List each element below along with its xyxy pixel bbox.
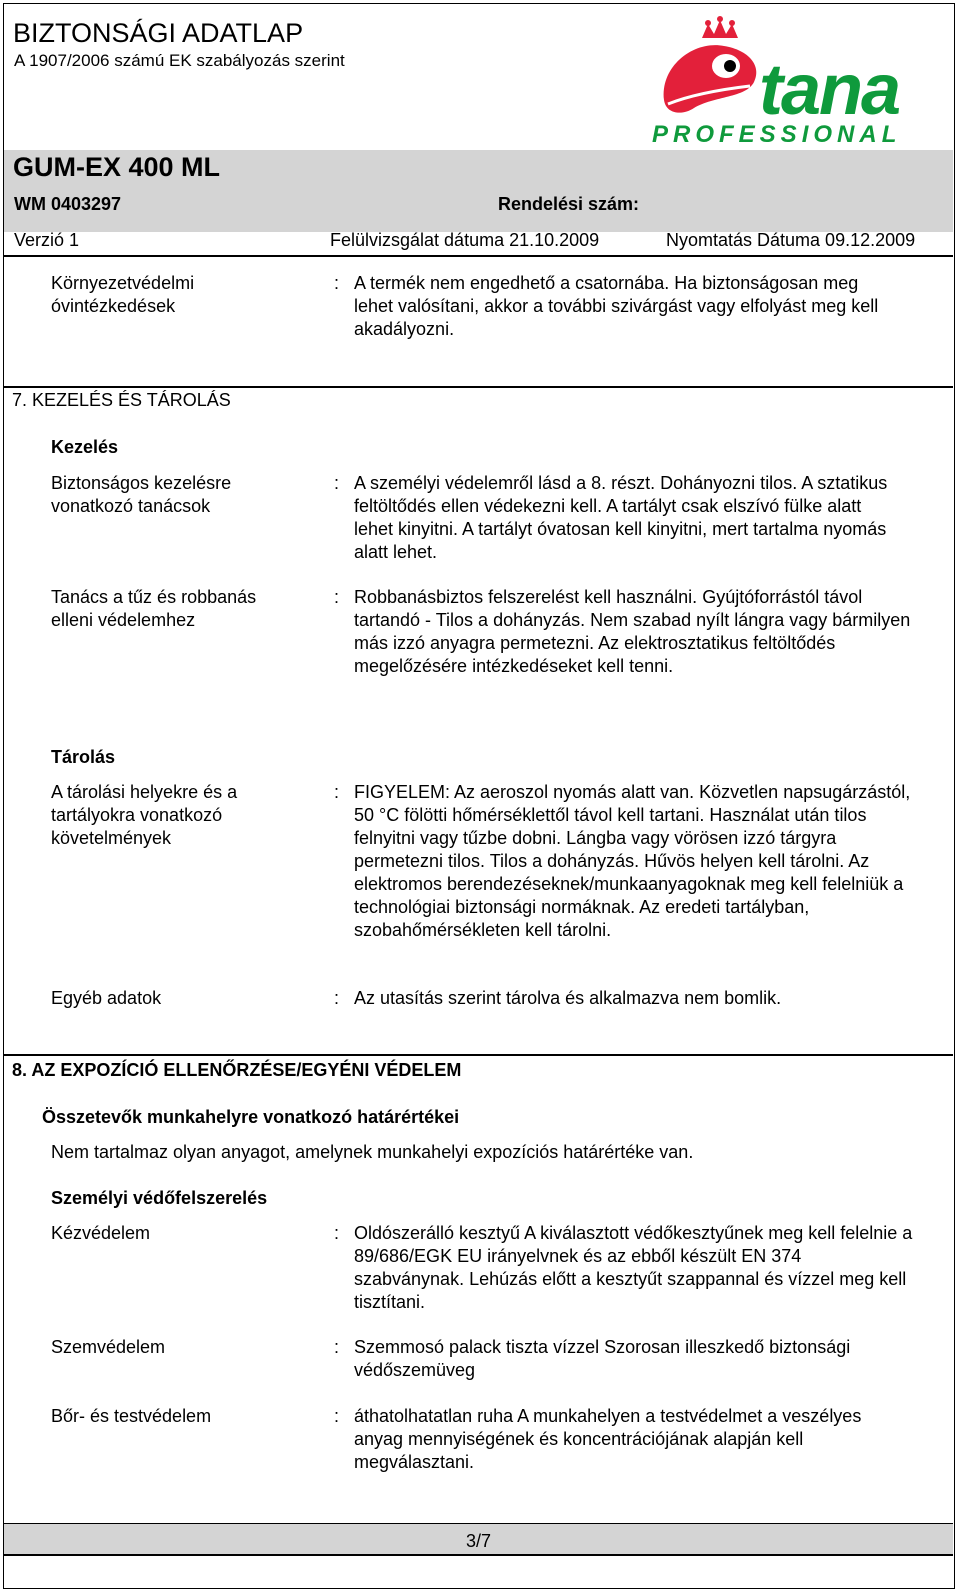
section7-title: 7. KEZELÉS ÉS TÁROLÁS: [12, 390, 231, 410]
storage-requirements-colon: :: [334, 782, 340, 802]
hand-protection-label: Kézvédelem: [51, 1223, 151, 1243]
env-label: Környezetvédelmi óvintézkedések: [51, 273, 195, 316]
print-date: Nyomtatás Dátuma 09.12.2009: [666, 230, 916, 250]
ppe-title: Személyi védőfelszerelés: [51, 1188, 268, 1208]
env-text: A termék nem engedhető a csatornába. Ha biztonságosan meg lehet valósítani, akkor a további szivárgást vagy elfolyást meg kell akadályozni.: [354, 273, 879, 339]
section8-divider: [4, 1054, 953, 1056]
eye-protection-text: Szemmosó palack tiszta vízzel Szorosan illeszkedő biztonsági védőszemüveg: [354, 1337, 851, 1380]
handling-title: Kezelés: [51, 437, 119, 457]
section7-divider: [4, 386, 953, 388]
page-number: 3/7: [465, 1531, 492, 1551]
order-number-label: Rendelési szám:: [498, 194, 640, 214]
version: Verzió 1: [14, 230, 80, 250]
storage-requirements-text: FIGYELEM: Az aeroszol nyomás alatt van. Közvetlen napsugárzástól, 50 °C fölötti hőmérséklettől távol kell tartani. Használat után tilos felnyitni vagy tűzbe dobni. Lángba vagy vörösen izzó tárgyra permetezni tilos. Tilos a dohányzás. Hűvös helyen kell tárolni. Az elektromos berendezéseknek/munkaanyagoknak meg kell felelniük a technológiai biztonsági normáknak. Az eredeti tartályban, szobahőmérsékleten kell tárolni.: [354, 782, 911, 940]
hand-protection-text: Oldószerálló kesztyű A kiválasztott védőkesztyűnek meg kell felelnie a 89/686/EGK EU irányelvnek és az ebből készült EN 374 szabványnak. Lehúzás előtt a kesztyűt szappannal és vízzel meg kell tisztítani.: [354, 1223, 913, 1312]
product-name: GUM-EX 400 ML: [13, 152, 221, 182]
regulation-subtitle: A 1907/2006 számú EK szabályozás szerint: [14, 51, 345, 70]
other-data-colon: :: [334, 988, 340, 1008]
skin-protection-text: áthatolhatatlan ruha A munkahelyen a testvédelmet a veszélyes anyag mennyiségének és koncentrációjának alapján kell megválasztani.: [354, 1406, 862, 1472]
header-divider: [4, 255, 953, 257]
exposure-limits-title: Összetevők munkahelyre vonatkozó határértékei: [42, 1107, 460, 1127]
other-data-text: Az utasítás szerint tárolva és alkalmazva nem bomlik.: [354, 988, 782, 1008]
logo-wordmark: tana: [759, 50, 900, 130]
section8-title: 8. AZ EXPOZÍCIÓ ELLENŐRZÉSE/EGYÉNI VÉDELEM: [12, 1060, 462, 1080]
footer-bottom-rule: [4, 1554, 953, 1556]
eye-protection-label: Szemvédelem: [51, 1337, 166, 1357]
safe-handling-label: Biztonságos kezelésre vonatkozó tanácsok: [51, 473, 232, 516]
storage-title: Tárolás: [51, 747, 116, 767]
env-colon: :: [334, 273, 340, 293]
skin-protection-colon: :: [334, 1406, 340, 1426]
fire-protection-colon: :: [334, 587, 340, 607]
skin-protection-label: Bőr- és testvédelem: [51, 1406, 212, 1426]
safe-handling-text: A személyi védelemről lásd a 8. részt. Dohányozni tilos. A sztatikus feltöltődés ellen védekezni kell. A tartályt csak elszívó fülke alatt lehet kinyitni. A tartályt óvatosan kell kinyitni, mert tartalma nyomás alatt lehet.: [354, 473, 888, 562]
hand-protection-colon: :: [334, 1223, 340, 1243]
document-title: BIZTONSÁGI ADATLAP: [13, 18, 304, 48]
product-code: WM 0403297: [14, 194, 122, 214]
eye-protection-colon: :: [334, 1337, 340, 1357]
revision-date: Felülvizsgálat dátuma 21.10.2009: [330, 230, 600, 250]
safe-handling-colon: :: [334, 473, 340, 493]
other-data-label: Egyéb adatok: [51, 988, 162, 1008]
storage-requirements-label: A tárolási helyekre és a tartályokra vonatkozó követelmények: [51, 782, 238, 848]
fire-protection-label: Tanács a tűz és robbanás elleni védelemhez: [51, 587, 257, 630]
document-page: [3, 3, 955, 1589]
fire-protection-text: Robbanásbiztos felszerelést kell használni. Gyújtóforrástól távol tartandó - Tilos a dohányzás. Nem szabad nyílt lángra vagy bármilyen más izzó anyagra permetezni. Az elektrosztatikus feltöltődés megelőzésére intézkedéseket kell tenni.: [354, 587, 911, 676]
logo-tagline: PROFESSIONAL: [652, 121, 902, 148]
exposure-limits-text: Nem tartalmaz olyan anyagot, amelynek munkahelyi expozíciós határértéke van.: [51, 1142, 694, 1162]
